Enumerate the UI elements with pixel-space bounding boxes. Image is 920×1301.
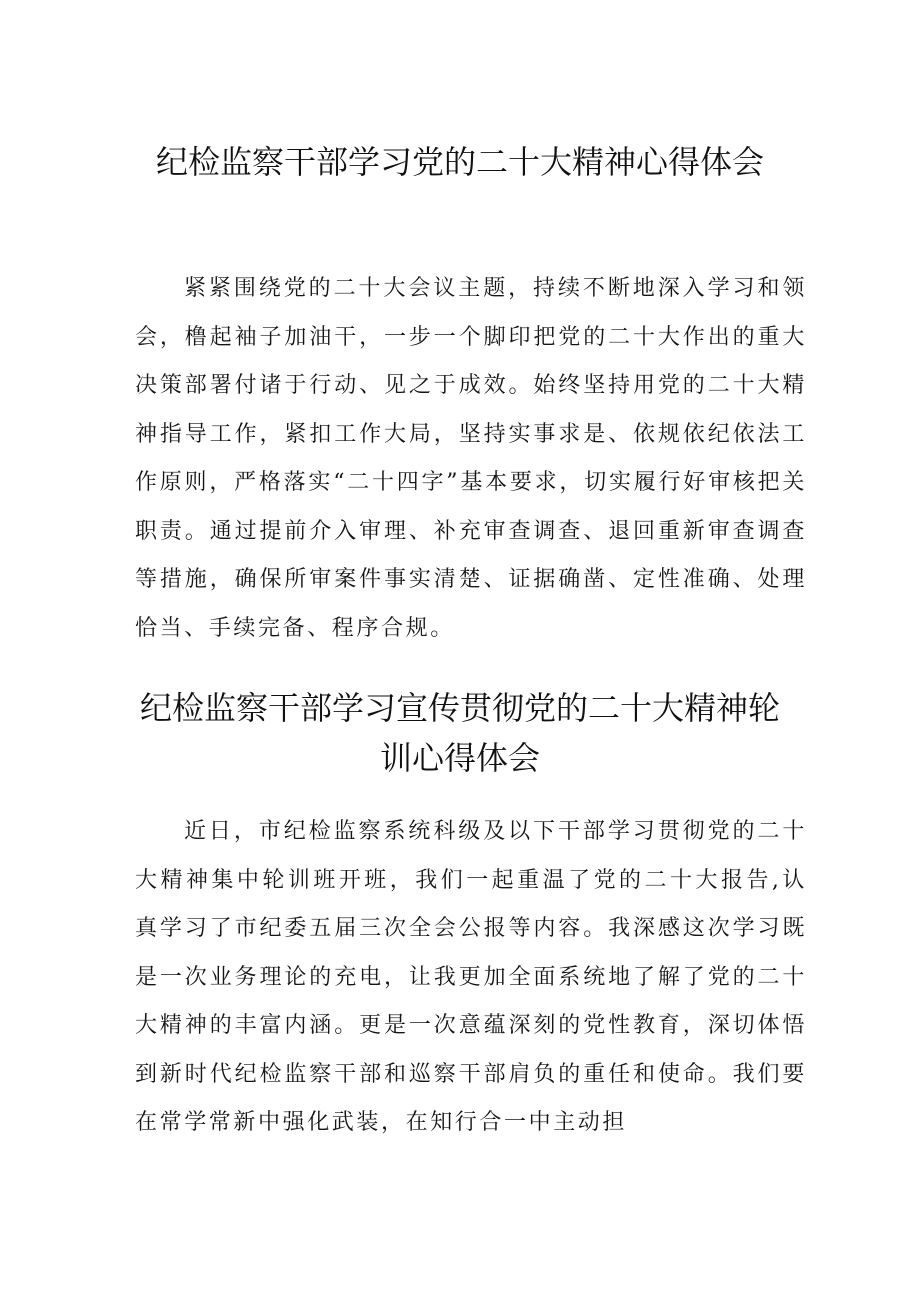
section-2-title: 纪检监察干部学习宣传贯彻党的二十大精神轮训心得体会 <box>140 689 781 777</box>
section-2-body: 近日，市纪检监察系统科级及以下干部学习贯彻党的二十大精神集中轮训班开班，我们一起重温了党的二十大报告,认真学习了市纪委五届三次全会公报等内容。我深感这次学习既是一次业务理论的充电，让我更加全面系统地了解了党的二十大精神的丰富内涵。更是一次意蕴深刻的党性教育，深切体悟到新时代纪检监察干部和巡察干部肩负的重任和使命。我们要在常学常新中强化武装，在知行合一中主动担 <box>135 819 807 1135</box>
section-1-body: 紧紧围绕党的二十大会议主题，持续不断地深入学习和领会，橹起袖子加油干，一步一个脚印把党的二十大作出的重大决策部署付诸于行动、见之于成效。始终坚持用党的二十大精神指导工作，紧扣工作大局，坚持实事求是、依规依纪依法工作原则，严格落实“二十四字”基本要求，切实履行好审核把关职责。通过提前介入审理、补充审查调查、退回重新审查调查等措施，确保所审案件事实清楚、证据确凿、定性准确、处理恰当、手续完备、程序合规。 <box>135 276 807 641</box>
section-1-title: 纪检监察干部学习党的二十大精神心得体会 <box>155 143 764 181</box>
